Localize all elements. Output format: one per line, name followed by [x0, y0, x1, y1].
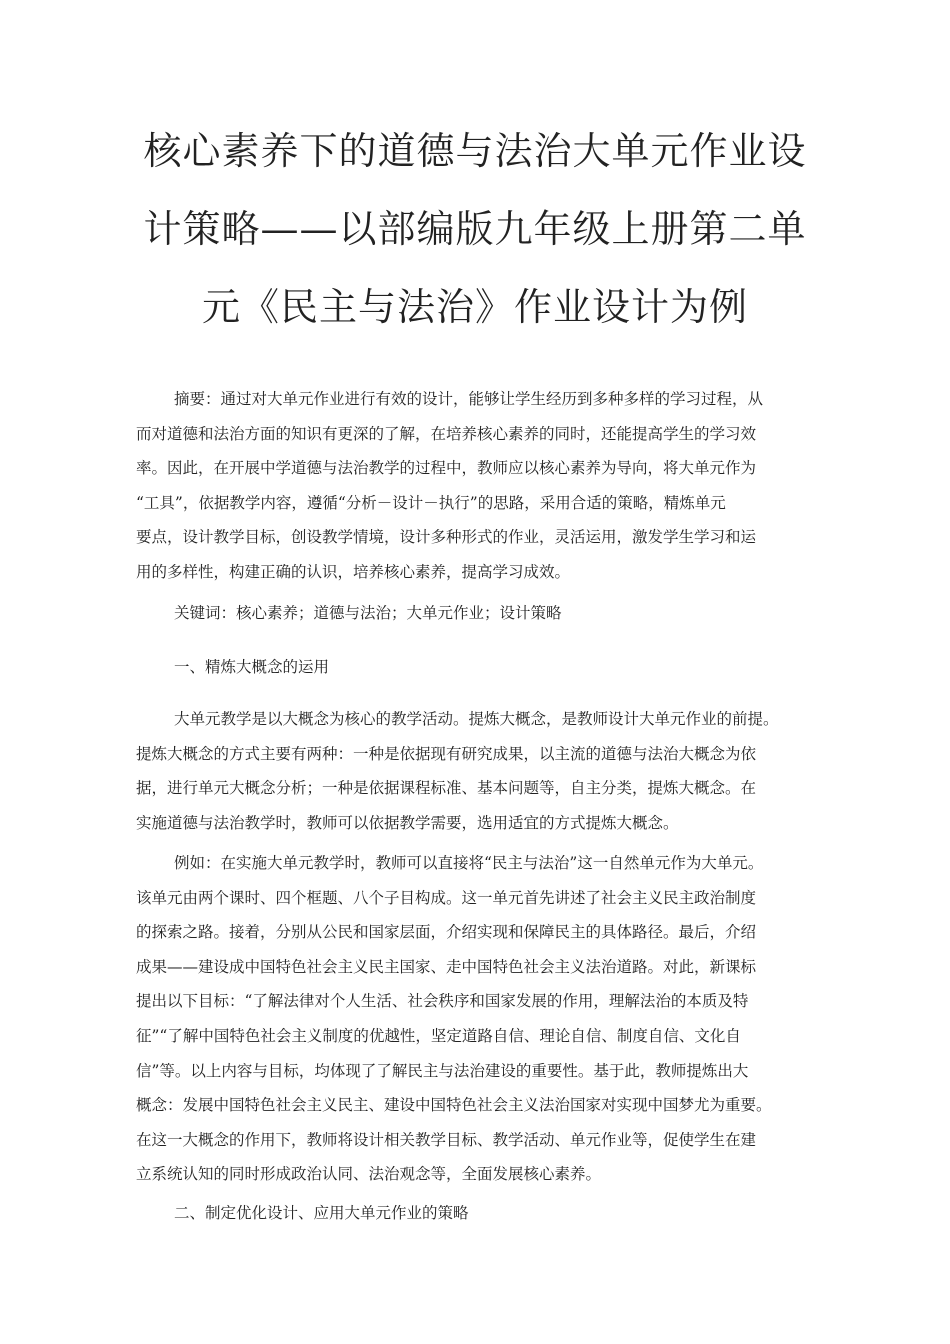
- abstract-line: 而对道德和法治方面的知识有更深的了解，在培养核心素养的同时，还能提高学生的学习效: [136, 424, 757, 443]
- abstract-line: 摘要：通过对大单元作业进行有效的设计，能够让学生经历到多种多样的学习过程，从: [174, 390, 764, 408]
- title-line-2: 计策略——以部编版九年级上册第二单: [143, 207, 807, 251]
- paragraph-line: 在这一大概念的作用下，教师将设计相关教学目标、教学活动、单元作业等，促使学生在建: [136, 1130, 757, 1149]
- section-1-heading: 一、精炼大概念的运用: [174, 658, 330, 676]
- abstract-line: 要点，设计教学目标，创设教学情境，设计多种形式的作业，灵活运用，激发学生学习和运: [136, 528, 757, 547]
- paragraph-line: 概念：发展中国特色社会主义民主、建设中国特色社会主义法治国家对实现中国梦尤为重要。: [136, 1096, 772, 1115]
- paragraph-1: [136, 702, 826, 840]
- paragraph-line: 提炼大概念的方式主要有两种：一种是依据现有研究成果，以主流的道德与法治大概念为依: [136, 744, 757, 763]
- paragraph-2: [136, 846, 826, 1192]
- abstract-line: 用的多样性，构建正确的认识，培养核心素养，提高学习成效。: [136, 562, 571, 581]
- paragraph-line: 的探索之路。接着，分别从公民和国家层面，介绍实现和保障民主的具体路径。最后，介绍: [136, 923, 757, 942]
- abstract-paragraph: [136, 382, 826, 590]
- section-2-heading: 二、制定优化设计、应用大单元作业的策略: [174, 1204, 469, 1222]
- keywords-line: 关键词：核心素养；道德与法治；大单元作业；设计策略: [174, 604, 562, 622]
- paragraph-line: 征”“了解中国特色社会主义制度的优越性，坚定道路自信、理论自信、制度自信、文化自: [136, 1026, 741, 1045]
- paragraph-line: 提出以下目标：“了解法律对个人生活、社会秩序和国家发展的作用，理解法治的本质及特: [136, 992, 749, 1011]
- paragraph-line: 该单元由两个课时、四个框题、八个子目构成。这一单元首先讲述了社会主义民主政治制度: [136, 888, 757, 907]
- abstract-line: “工具”，依据教学内容，遵循“分析－设计－执行”的思路，采用合适的策略，精炼单元: [136, 493, 726, 512]
- paragraph-line: 立系统认知的同时形成政治认同、法治观念等，全面发展核心素养。: [136, 1165, 602, 1184]
- abstract-line: 率。因此，在开展中学道德与法治教学的过程中，教师应以核心素养为导向，将大单元作为: [136, 459, 757, 478]
- document-title: [120, 112, 830, 346]
- paragraph-line: 大单元教学是以大概念为核心的教学活动。提炼大概念，是教师设计大单元作业的前提。: [174, 710, 779, 728]
- title-line-3: 元《民主与法治》作业设计为例: [201, 285, 748, 329]
- paragraph-line: 据，进行单元大概念分析；一种是依据课程标准、基本问题等，自主分类，提炼大概念。在: [136, 779, 757, 798]
- paragraph-line: 成果——建设成中国特色社会主义民主国家、走中国特色社会主义法治道路。对此，新课标: [136, 957, 757, 976]
- paragraph-line: 实施道德与法治教学时，教师可以依据教学需要，选用适宜的方式提炼大概念。: [136, 813, 679, 832]
- paragraph-line: 信”等。以上内容与目标，均体现了了解民主与法治建设的重要性。基于此，教师提炼出大: [136, 1061, 749, 1080]
- paragraph-line: 例如：在实施大单元教学时，教师可以直接将“民主与法治”这一自然单元作为大单元。: [174, 854, 764, 872]
- title-line-1: 核心素养下的道德与法治大单元作业设: [143, 129, 807, 173]
